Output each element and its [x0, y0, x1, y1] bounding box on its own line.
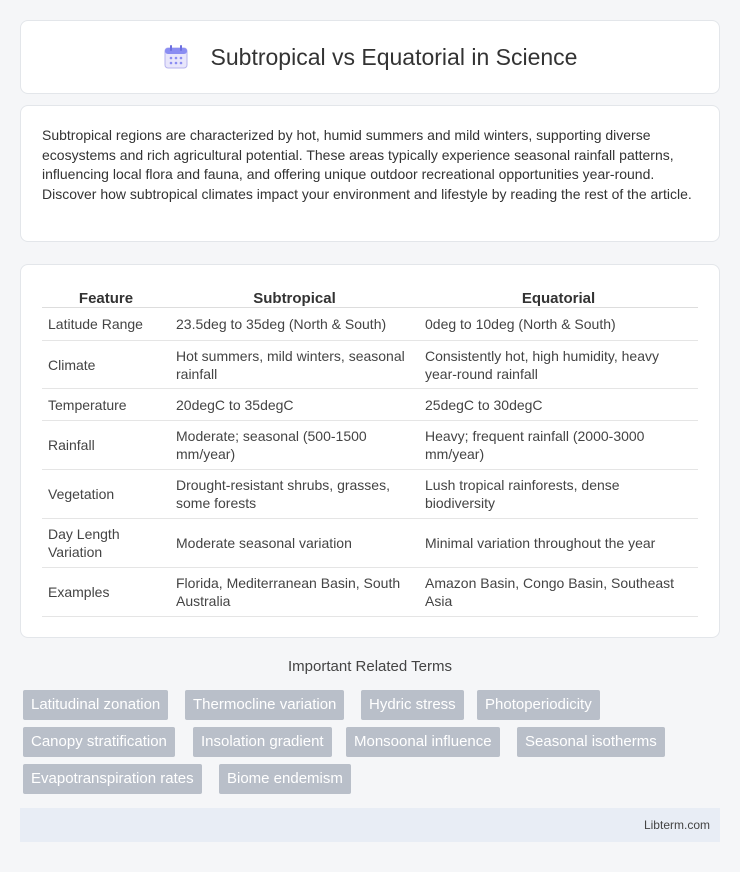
related-term-tag[interactable]: Biome endemism — [219, 764, 351, 794]
related-terms-title: Important Related Terms — [288, 658, 452, 675]
table-cell: Rainfall — [42, 421, 170, 470]
related-term-tag[interactable]: Insolation gradient — [193, 727, 332, 757]
table-cell: Minimal variation throughout the year — [419, 519, 698, 568]
table-cell: Florida, Mediterranean Basin, South Australia — [170, 568, 419, 617]
table-cell: Hot summers, mild winters, seasonal rainfall — [170, 341, 419, 389]
related-term-tag[interactable]: Monsoonal influence — [346, 727, 500, 757]
column-header: Subtropical — [170, 285, 419, 308]
table-row — [42, 519, 698, 568]
related-term-tag[interactable]: Evapotranspiration rates — [23, 764, 202, 794]
column-header: Feature — [42, 285, 170, 308]
table-cell: 0deg to 10deg (North & South) — [419, 308, 698, 341]
related-term-tag[interactable]: Hydric stress — [361, 690, 464, 720]
table-cell: Climate — [42, 341, 170, 389]
table-header-row — [42, 285, 698, 308]
table-cell: Consistently hot, high humidity, heavy year-round rainfall — [419, 341, 698, 389]
table-cell: Examples — [42, 568, 170, 617]
footer — [20, 808, 720, 842]
table-row — [42, 421, 698, 470]
table-row — [42, 389, 698, 421]
column-header: Equatorial — [419, 285, 698, 308]
table-row — [42, 568, 698, 617]
table-cell: Heavy; frequent rainfall (2000-3000 mm/year) — [419, 421, 698, 470]
related-term-tag[interactable]: Thermocline variation — [185, 690, 344, 720]
table-cell: Day Length Variation — [42, 519, 170, 568]
table-cell: Amazon Basin, Congo Basin, Southeast Asia — [419, 568, 698, 617]
intro-card — [20, 105, 720, 242]
footer-site-link[interactable]: Libterm.com — [643, 818, 710, 832]
related-term-tag[interactable]: Canopy stratification — [23, 727, 175, 757]
comparison-table — [42, 285, 698, 617]
header-card — [20, 20, 720, 94]
table-cell: 23.5deg to 35deg (North & South) — [170, 308, 419, 341]
table-cell: 25degC to 30degC — [419, 389, 698, 421]
table-row — [42, 341, 698, 389]
intro-text: Subtropical regions are characterized by hot, humid summers and mild winters, supporting diverse ecosystems and rich agricultural potential. These areas typically experience seasonal rainfall patterns, influencing local flora and fauna, and offering unique outdoor recreational opportunities year-round. Discover how subtropical climates impact your environment and lifestyle by reading the rest of the article. — [42, 127, 692, 202]
table-row — [42, 308, 698, 341]
table-cell: Moderate seasonal variation — [170, 519, 419, 568]
related-term-tag[interactable]: Seasonal isotherms — [517, 727, 665, 757]
calendar-icon — [163, 44, 189, 70]
table-row — [42, 470, 698, 519]
page-title: Subtropical vs Equatorial in Science — [210, 43, 578, 70]
related-term-tag[interactable]: Latitudinal zonation — [23, 690, 168, 720]
comparison-table-card — [20, 264, 720, 638]
table-cell: Lush tropical rainforests, dense biodiversity — [419, 470, 698, 519]
table-cell: Vegetation — [42, 470, 170, 519]
related-term-tag[interactable]: Photoperiodicity — [477, 690, 600, 720]
table-cell: 20degC to 35degC — [170, 389, 419, 421]
table-cell: Latitude Range — [42, 308, 170, 341]
table-cell: Temperature — [42, 389, 170, 421]
table-cell: Drought-resistant shrubs, grasses, some forests — [170, 470, 419, 519]
table-cell: Moderate; seasonal (500-1500 mm/year) — [170, 421, 419, 470]
